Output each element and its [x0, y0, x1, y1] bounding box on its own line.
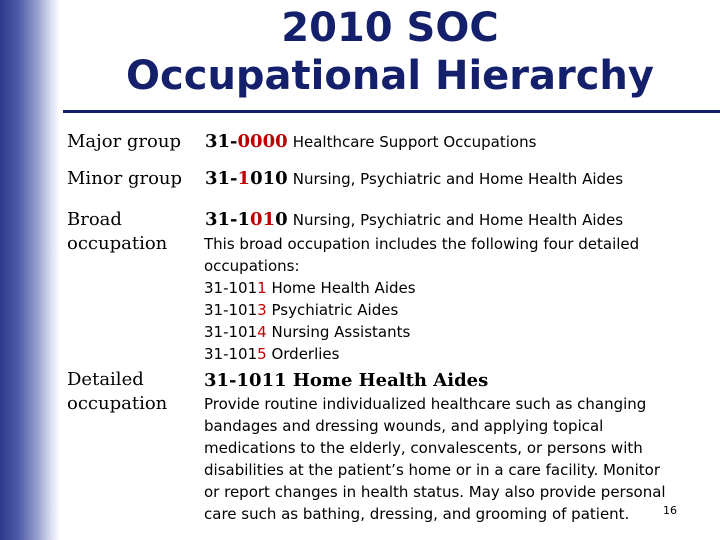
- broad-occupation-description: [204, 233, 639, 365]
- detailed-desc-line: medications to the elderly, convalescents, or persons with: [204, 439, 643, 457]
- detailed-occupation-heading: 31-1011 Home Health Aides: [204, 370, 489, 391]
- detailed-desc-line: disabilities at the patient’s home or in a care facility. Monitor: [204, 461, 661, 479]
- detailed-list-item: 31-1014 Nursing Assistants: [204, 323, 411, 341]
- major-code-prefix: 31-: [205, 131, 238, 152]
- broad-code-suffix: 0: [275, 209, 288, 230]
- minor-code-suffix: 010: [250, 168, 288, 189]
- page-title: [60, 4, 720, 100]
- title-divider: [63, 110, 720, 113]
- minor-code-highlight: 1: [237, 168, 251, 189]
- broad-label-line-2: occupation: [67, 233, 168, 254]
- minor-group-label: Minor group: [67, 168, 183, 189]
- major-group-name: Healthcare Support Occupations: [292, 133, 537, 151]
- broad-code-prefix: 31-1: [205, 209, 251, 230]
- major-code-highlight: 0000: [237, 131, 288, 152]
- broad-occupation-name: Nursing, Psychiatric and Home Health Aides: [292, 211, 624, 229]
- broad-occupation-entry: [205, 208, 623, 232]
- detailed-label-line-2: occupation: [67, 393, 168, 414]
- minor-code-prefix: 31-: [205, 168, 238, 189]
- minor-group-name: Nursing, Psychiatric and Home Health Aides: [292, 170, 624, 188]
- broad-occupation-label: [67, 208, 167, 256]
- detailed-list-item: 31-1013 Psychiatric Aides: [204, 301, 399, 319]
- detailed-desc-line: care such as bathing, dressing, and grooming of patient.: [204, 505, 630, 523]
- broad-desc-line-2: occupations:: [204, 257, 300, 275]
- page-number: 16: [663, 504, 677, 517]
- detailed-list-item: 31-1011 Home Health Aides: [204, 279, 416, 297]
- detailed-desc-line: or report changes in health status. May also provide personal: [204, 483, 666, 501]
- major-group-entry: [205, 130, 536, 154]
- minor-group-entry: [205, 167, 623, 191]
- title-line-2: Occupational Hierarchy: [126, 53, 654, 99]
- major-group-label: Major group: [67, 131, 181, 152]
- detailed-label-line-1: Detailed: [67, 369, 144, 390]
- detailed-desc-line: bandages and dressing wounds, and applying topical: [204, 417, 604, 435]
- detailed-occupation-description: [204, 393, 666, 525]
- broad-code-highlight: 01: [250, 209, 276, 230]
- broad-desc-line-1: This broad occupation includes the following four detailed: [204, 235, 640, 253]
- decorative-sidebar: [0, 0, 60, 540]
- detailed-desc-line: Provide routine individualized healthcare such as changing: [204, 395, 647, 413]
- detailed-occupation-label: [67, 368, 167, 416]
- broad-label-line-1: Broad: [67, 209, 122, 230]
- title-line-1: 2010 SOC: [281, 5, 499, 51]
- detailed-list-item: 31-1015 Orderlies: [204, 345, 340, 363]
